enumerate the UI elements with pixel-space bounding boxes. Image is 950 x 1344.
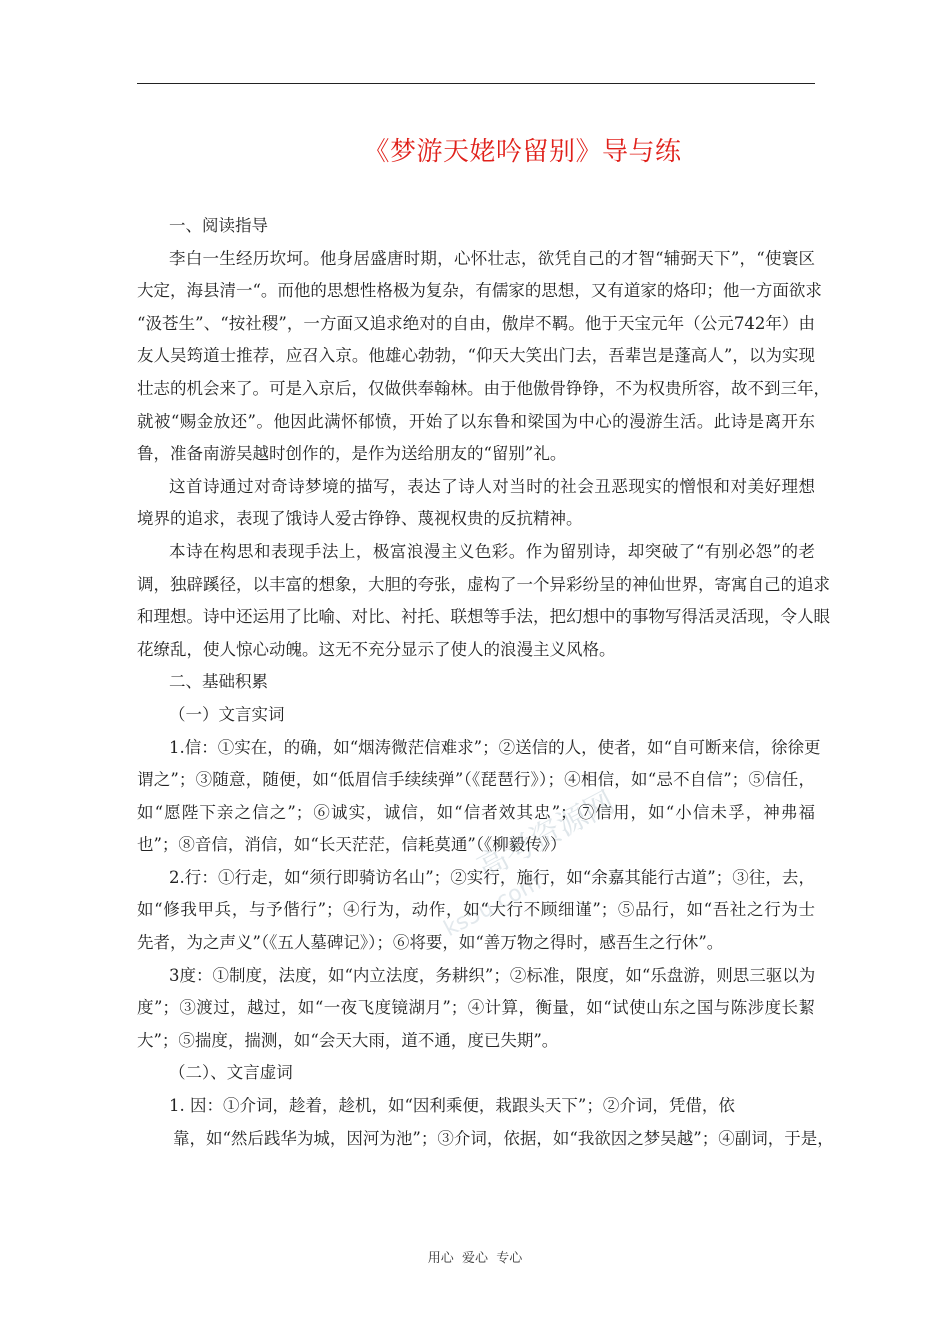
text-line: “汲苍生”、“按社稷”，一方面又追求绝对的自由，傲岸不羁。他于天宝元年（公元742年）由: [137, 313, 815, 333]
text-line: 靠，如“然后践华为城，因河为池”；③介词，依据，如“我欲因之梦吴越”；④副词，于是，: [173, 1128, 834, 1148]
text-line: 大定，海县清一“。而他的思想性格极为复杂，有儒家的思想，又有道家的烙印；他一方面欲求: [137, 281, 822, 301]
text-line: 花缭乱，使人惊心动魄。这无不充分显示了使人的浪漫主义风格。: [137, 639, 616, 659]
text-line: 1. 因：①介词，趁着，趁机，如“因利乘便，栽跟头天下”；②介词，凭借，依: [169, 1096, 735, 1116]
watermark-url: ks5u.com: [440, 870, 546, 943]
text-line: 如“愿陛下亲之信之”；⑥诚实，诚信，如“信者效其忠”；⑦信用，如“小信未孚，神弗福: [137, 802, 815, 822]
text-line: 2.行：①行走，如“须行即骑访名山”；②实行，施行，如“余嘉其能行古道”；③往，去，: [169, 867, 815, 887]
text-line: 谓之”；③随意，随便，如“低眉信手续续弹”（《琵琶行》）；④相信，如“忌不自信”；⑤信任，: [137, 770, 815, 790]
text-line: 3度：①制度，法度，如“内立法度，务耕织”；②标准，限度，如“乐盘游，则思三驱以为: [169, 965, 816, 985]
text-line: 大”；⑤揣度，揣测，如“会天大雨，道不通，度已失期”。: [137, 1030, 559, 1050]
text-line: 二、基础积累: [169, 672, 268, 692]
text-line: 一、阅读指导: [169, 216, 268, 235]
text-line: 这首诗通过对奇诗梦境的描写，表达了诗人对当时的社会丑恶现实的憎恨和对美好理想: [169, 476, 815, 496]
watermark: 高考资源网: [471, 784, 621, 886]
header-rule: [137, 83, 815, 84]
text-line: 如“修我甲兵，与予偕行”；④行为，动作，如“大行不顾细谨”；⑤品行，如“吾社之行为士: [137, 900, 815, 920]
document-body: [137, 210, 834, 1155]
text-line: 1.信：①实在，的确，如“烟涛微茫信难求”；②送信的人，使者，如“自可断来信，徐徐更: [169, 737, 821, 757]
text-line: 度”；③渡过，越过，如“一夜飞度镜湖月”；④计算，衡量，如“试使山东之国与陈涉度长絜: [137, 998, 815, 1018]
text-line: 鲁，准备南游吴越时创作的，是作为送给朋友的“留别”礼。: [137, 444, 567, 464]
text-line: 壮志的机会来了。可是入京后，仅做供奉翰林。由于他傲骨铮铮，不为权贵所容，故不到三年，: [137, 378, 830, 398]
text-line: 也”；⑧音信，消信，如“长天茫茫，信耗莫通”（《柳毅传》）: [137, 835, 567, 855]
page-footer: 用心 爱心 专心: [427, 1251, 523, 1266]
text-line: 先者，为之声义”（《五人墓碑记》）；⑥将要，如“善万物之得时，感吾生之行休”。: [137, 933, 724, 953]
text-line: 就被“赐金放还”。他因此满怀郁愤，开始了以东鲁和梁国为中心的漫游生活。此诗是离开东: [137, 411, 815, 431]
text-line: （一）文言实词: [169, 704, 285, 724]
text-line: 本诗在构思和表现手法上，极富浪漫主义色彩。作为留别诗，却突破了“有别必怨”的老: [169, 541, 815, 561]
text-line: 调，独辟蹊径，以丰富的想象，大胆的夸张，虚构了一个异彩纷呈的神仙世界，寄寓自己的追求: [137, 574, 830, 594]
text-line: 友人吴筠道士推荐，应召入京。他雄心勃勃，“仰天大笑出门去，吾辈岂是蓬高人”，以为实现: [137, 346, 815, 366]
text-line: 境界的追求，表现了饿诗人爱古铮铮、蔑视权贵的反抗精神。: [137, 509, 583, 529]
text-line: 李白一生经历坎坷。他身居盛唐时期，心怀壮志，欲凭自己的才智“辅弼天下”，“使寰区: [169, 248, 815, 268]
page-title: 《梦游天姥吟留别》导与练: [363, 137, 682, 167]
text-line: （二）、文言虚词: [169, 1063, 293, 1083]
text-line: 和理想。诗中还运用了比喻、对比、衬托、联想等手法，把幻想中的事物写得活灵活现，令人眼: [137, 607, 830, 627]
